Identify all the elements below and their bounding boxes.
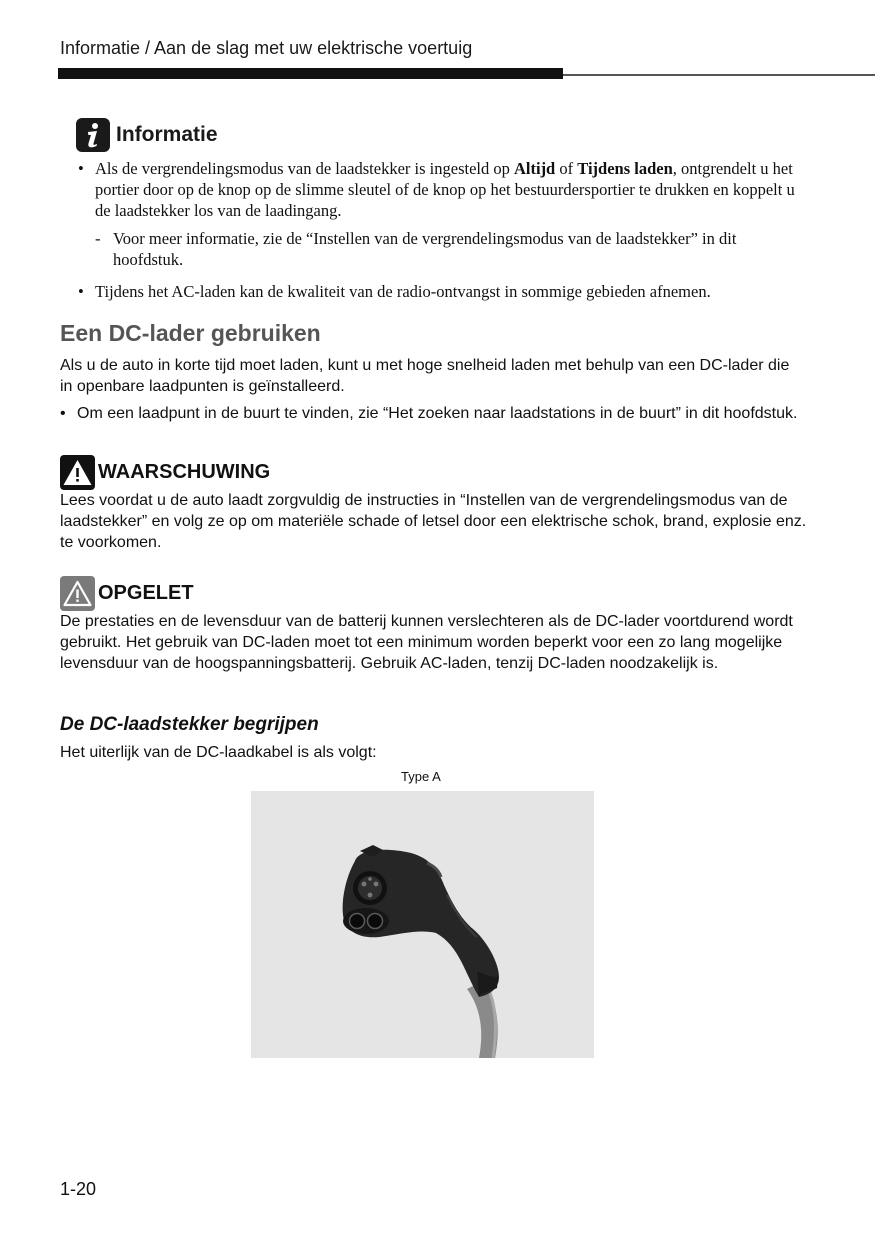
header-rule-thick <box>58 68 563 79</box>
connector-intro: Het uiterlijk van de DC-laadkabel is als volgt: <box>60 744 377 761</box>
warning-triangle-icon <box>60 455 95 490</box>
dc-paragraph: Als u de auto in korte tijd moet laden, kunt u met hoge snelheid laden met behulp van een DC-lader die in openbare laadpunten is geïnstalleerd. <box>60 357 790 395</box>
dc-connector-figure <box>251 791 594 1058</box>
dc-bullet-text: Om een laadpunt in de buurt te vinden, zie “Het zoeken naar laadstations in de buurt” in dit hoofdstuk. <box>77 405 798 422</box>
connector-section-title: De DC-laadstekker begrijpen <box>60 714 319 735</box>
caution-title: OPGELET <box>98 582 194 604</box>
dc-connector-illustration <box>251 791 594 1058</box>
dc-section-title: Een DC-lader gebruiken <box>60 320 321 346</box>
info-box-title: Informatie <box>116 123 218 146</box>
figure-label: Type A <box>401 769 441 784</box>
dc-bullet <box>60 403 800 424</box>
info-box-header <box>76 118 806 152</box>
warning-text: Lees voordat u de auto laadt zorgvuldig de instructies in “Instellen van de vergrendelingsmodus van de laadstekker” en volg ze op om materiële schade of letsel door een elektrische schok, brand, explosie enz. te voorkomen. <box>60 492 807 551</box>
info-box <box>76 118 806 302</box>
caution-text: De prestaties en de levensduur van de batterij kunnen verslechteren als de DC-lader voortdurend wordt gebruikt. Het gebruik van DC-laden moet tot een minimum worden beperkt voor een zo lang mogelijke levensduur van de hoogspanningsbatterij. Gebruik AC-laden, tenzij DC-laden noodzakelijk is. <box>60 613 793 672</box>
info-bullet-radio: • Tijdens het AC-laden kan de kwaliteit van de radio-ontvangst in sommige gebieden afnemen. <box>76 281 806 302</box>
info-list <box>76 158 806 302</box>
caution-header <box>60 576 194 611</box>
bullet-dot: • <box>60 405 66 422</box>
running-header: Informatie / Aan de slag met uw elektrische voertuig <box>60 38 473 58</box>
info-sub-item: - Voor meer informatie, zie de “Instellen van de vergrendelingsmodus van de laadstekker” in dit hoofdstuk. <box>76 228 806 270</box>
caution-triangle-icon <box>60 576 95 611</box>
info-bullet-lock-mode: • Als de vergrendelingsmodus van de laadstekker is ingesteld op Altijd of Tijdens laden, ontgrendelt u het portier door op de knop op de slimme sleutel of de knop op het bestuurdersportier te drukken en koppelt u de laadstekker los van de laadingang. <box>76 158 806 221</box>
warning-title: WAARSCHUWING <box>98 461 271 483</box>
page-number: 1-20 <box>60 1179 97 1199</box>
header-rule-thin <box>563 74 875 76</box>
warning-header <box>60 455 270 490</box>
info-icon <box>76 118 110 152</box>
